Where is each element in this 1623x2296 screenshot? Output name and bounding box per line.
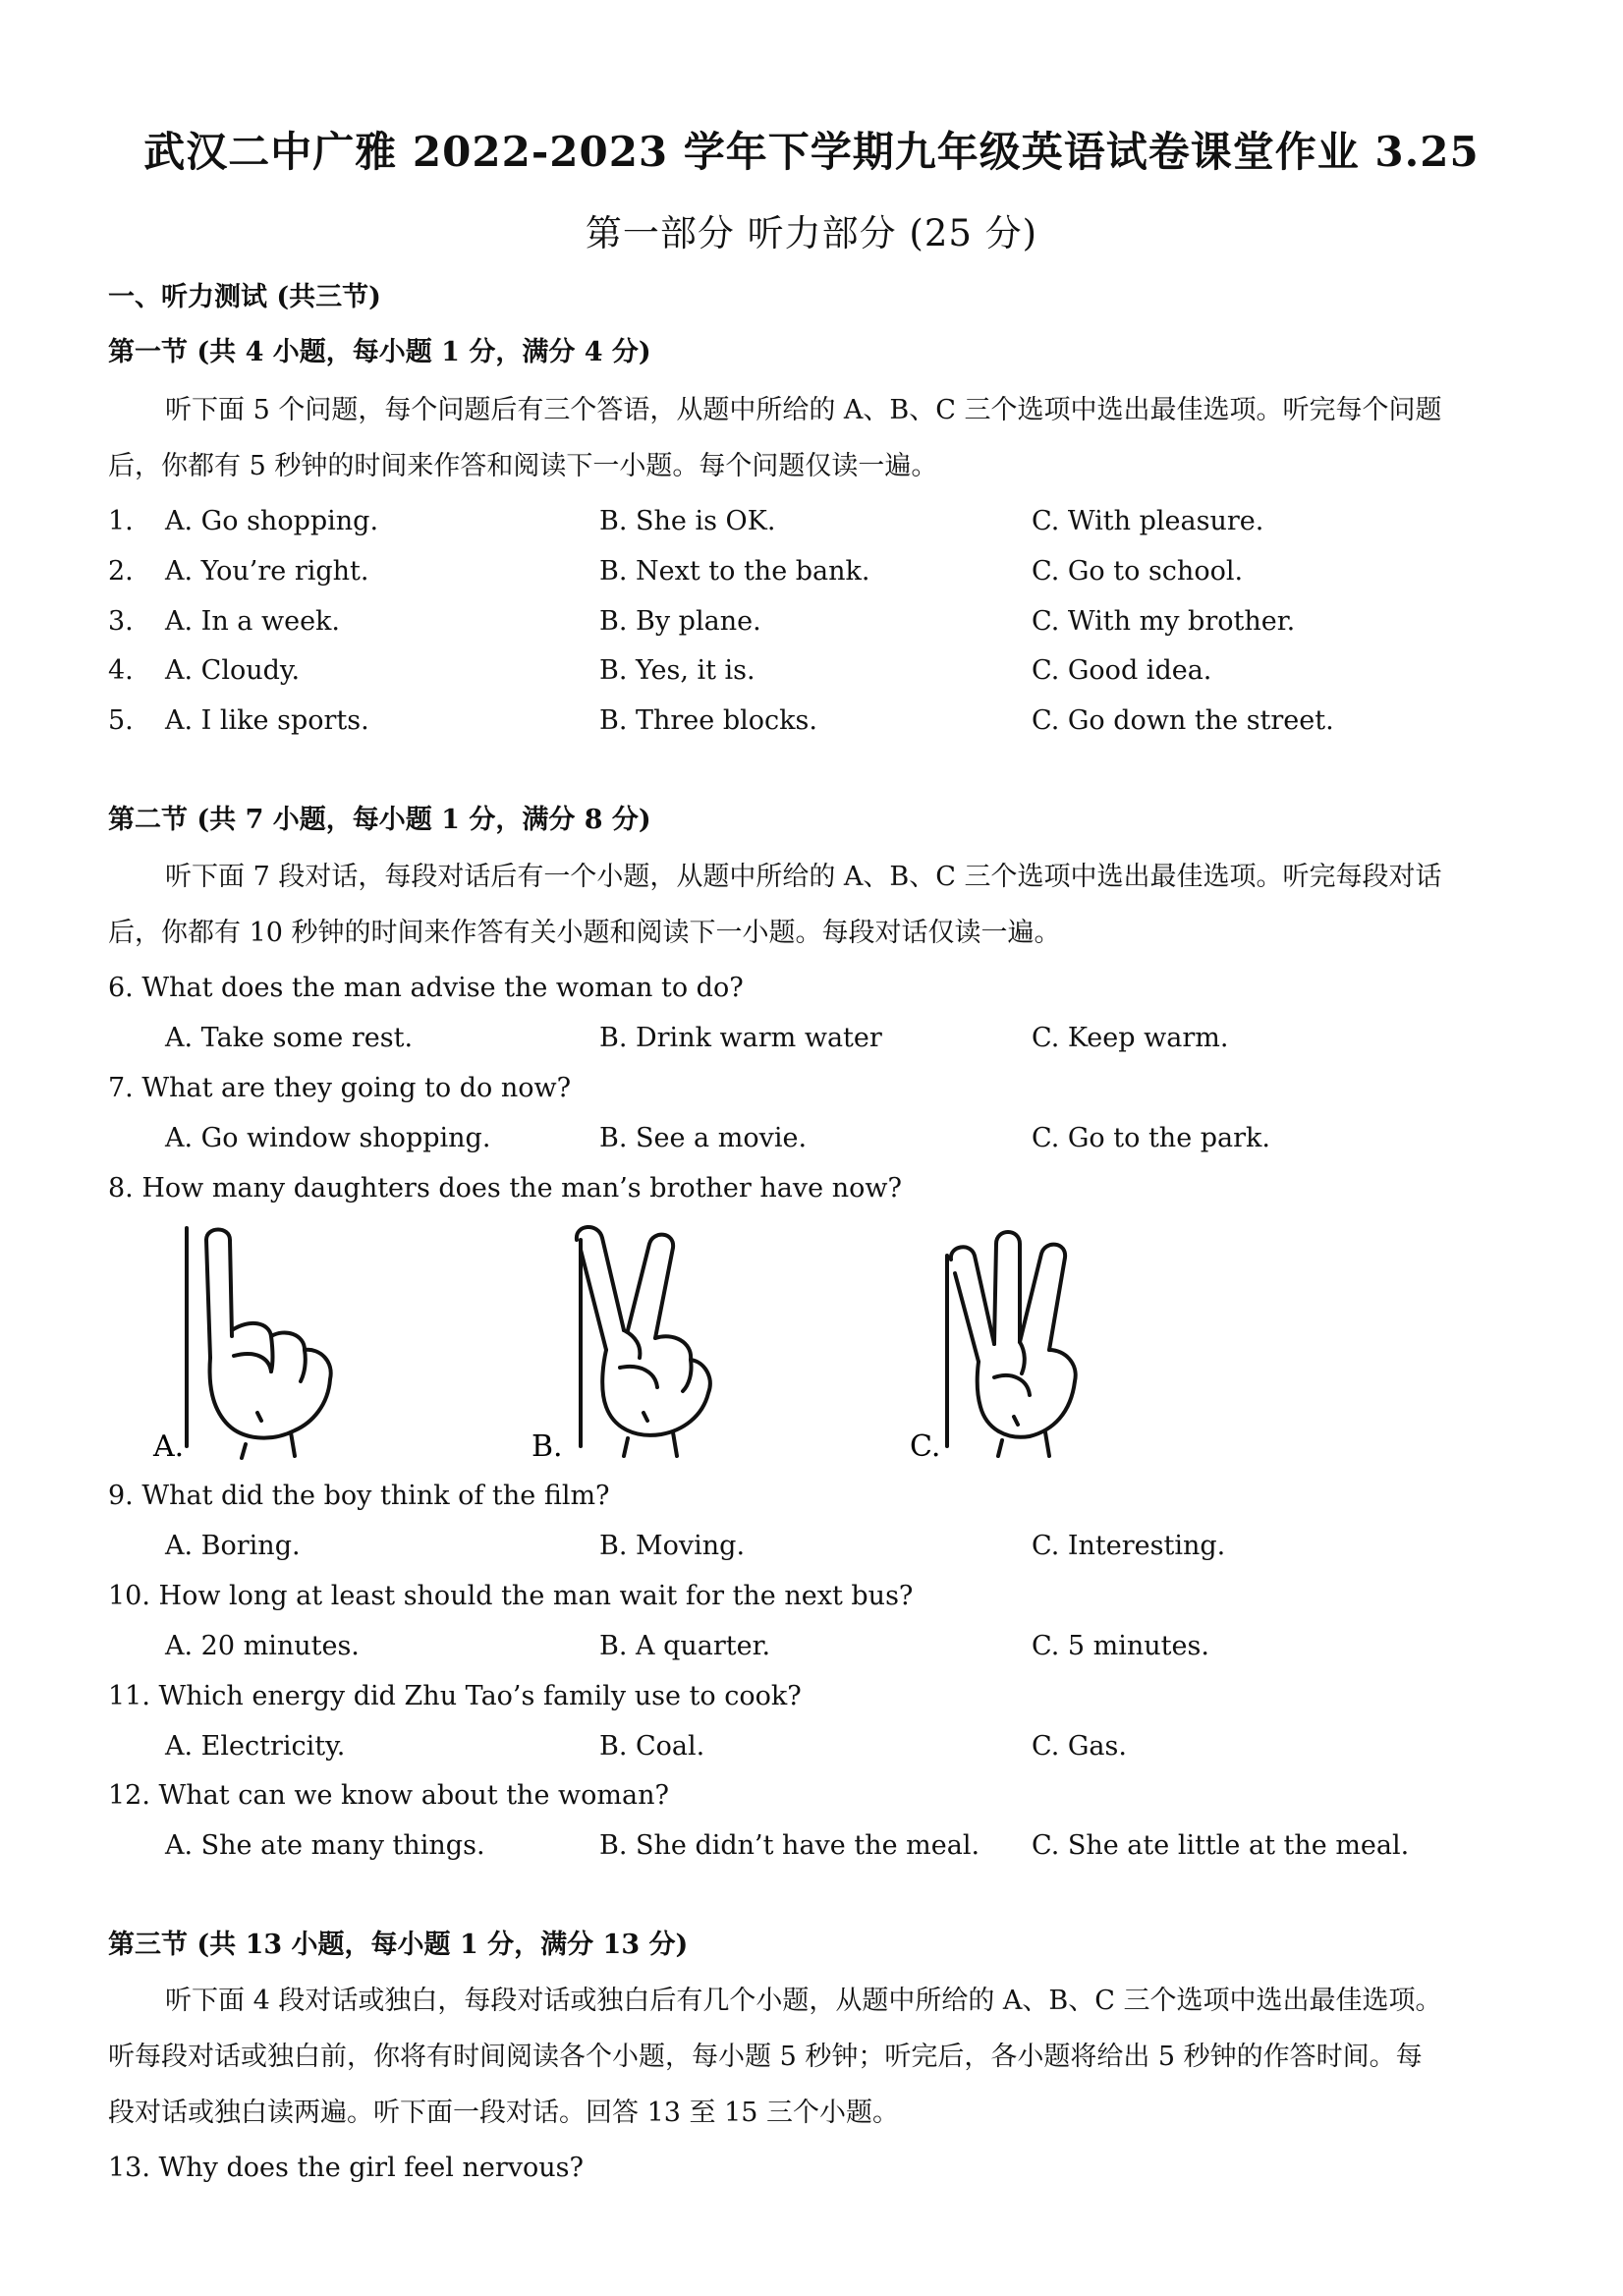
part3-instructions-line2: 听每段对话或独白前，你将有时间阅读各个小题，每小题 5 秒钟；听完后，各小题将给出 5 秒钟的作答时间。每 xyxy=(108,2042,1423,2072)
option-a: A. Electricity. xyxy=(165,1731,346,1762)
part2-heading: 第二节 (共 7 小题，每小题 1 分，满分 8 分) xyxy=(108,805,651,835)
option-c: C. Go down the street. xyxy=(1032,705,1334,736)
question-7: 7. What are they going to do now? xyxy=(108,1073,572,1103)
question-9: 9. What did the boy think of the film? xyxy=(108,1481,610,1511)
option-a: A. You’re right. xyxy=(165,556,369,587)
option-c: C. Interesting. xyxy=(1032,1531,1226,1561)
option-b: B. Moving. xyxy=(599,1531,746,1561)
part2-instructions-line1: 听下面 7 段对话，每段对话后有一个小题，从题中所给的 A、B、C 三个选项中选出最佳选项。听完每段对话 xyxy=(165,862,1442,892)
option-a: A. Go shopping. xyxy=(165,506,379,536)
question-12: 12. What can we know about the woman? xyxy=(108,1780,669,1811)
option-b: B. By plane. xyxy=(599,606,761,637)
part1-instructions-line2: 后，你都有 5 秒钟的时间来作答和阅读下一小题。每个问题仅读一遍。 xyxy=(108,451,938,481)
part3-instructions-line3: 段对话或独白读两遍。听下面一段对话。回答 13 至 15 三个小题。 xyxy=(108,2098,900,2128)
hand-label-b: B. xyxy=(532,1429,563,1461)
option-c: C. 5 minutes. xyxy=(1032,1631,1209,1661)
part1-heading: 第一节 (共 4 小题，每小题 1 分，满分 4 分) xyxy=(108,337,651,367)
option-b: B. See a movie. xyxy=(599,1123,808,1153)
page-subtitle: 第一部分 听力部分 (25 分) xyxy=(585,212,1038,254)
part3-instructions-line1: 听下面 4 段对话或独白，每段对话或独白后有几个小题，从题中所给的 A、B、C 三个选项中选出最佳选项。 xyxy=(165,1986,1442,2016)
option-b: B. A quarter. xyxy=(599,1631,771,1661)
option-b: B. She didn’t have the meal. xyxy=(599,1830,980,1861)
question-6: 6. What does the man advise the woman to do? xyxy=(108,973,744,1003)
option-b: B. Three blocks. xyxy=(599,705,817,736)
option-c: C. Go to school. xyxy=(1032,556,1244,587)
hand-three-fingers-image xyxy=(904,1220,1140,1461)
question-number: 4. xyxy=(108,655,134,686)
option-a: A. 20 minutes. xyxy=(165,1631,360,1661)
section-heading: 一、听力测试 (共三节) xyxy=(108,282,381,312)
question-8: 8. How many daughters does the man’s brother have now? xyxy=(108,1173,902,1204)
option-a: A. Go window shopping. xyxy=(165,1123,491,1153)
option-a: A. Boring. xyxy=(165,1531,301,1561)
part3-heading: 第三节 (共 13 小题，每小题 1 分，满分 13 分) xyxy=(108,1930,689,1960)
option-a: A. Take some rest. xyxy=(165,1023,414,1053)
option-c: C. She ate little at the meal. xyxy=(1032,1830,1410,1861)
hand-two-fingers-image xyxy=(526,1220,761,1461)
option-b: B. Drink warm water xyxy=(599,1023,882,1053)
question-number: 2. xyxy=(108,556,134,587)
option-a: A. In a week. xyxy=(165,606,340,637)
option-c: C. Go to the park. xyxy=(1032,1123,1270,1153)
part1-instructions-line1: 听下面 5 个问题，每个问题后有三个答语，从题中所给的 A、B、C 三个选项中选出最佳选项。听完每个问题 xyxy=(165,395,1442,425)
option-c: C. With pleasure. xyxy=(1032,506,1264,536)
option-c: C. Gas. xyxy=(1032,1731,1127,1762)
option-a: A. She ate many things. xyxy=(165,1830,485,1861)
option-a: A. I like sports. xyxy=(165,705,369,736)
option-b: B. Coal. xyxy=(599,1731,705,1762)
hand-label-c: C. xyxy=(910,1429,941,1461)
hand-label-a: A. xyxy=(153,1429,185,1461)
option-c: C. With my brother. xyxy=(1032,606,1296,637)
option-b: B. She is OK. xyxy=(599,506,776,536)
question-number: 1. xyxy=(108,506,134,536)
question-13: 13. Why does the girl feel nervous? xyxy=(108,2153,584,2183)
part2-instructions-line2: 后，你都有 10 秒钟的时间来作答有关小题和阅读下一小题。每段对话仅读一遍。 xyxy=(108,918,1061,948)
question-number: 5. xyxy=(108,705,134,736)
option-b: B. Yes, it is. xyxy=(599,655,756,686)
question-11: 11. Which energy did Zhu Tao’s family use to cook? xyxy=(108,1681,802,1711)
option-c: C. Good idea. xyxy=(1032,655,1212,686)
hand-one-finger-image xyxy=(147,1220,383,1461)
option-b: B. Next to the bank. xyxy=(599,556,870,587)
option-c: C. Keep warm. xyxy=(1032,1023,1229,1053)
question-number: 3. xyxy=(108,606,134,637)
page-title: 武汉二中广雅 2022-2023 学年下学期九年级英语试卷课堂作业 3.25 xyxy=(143,128,1480,176)
option-a: A. Cloudy. xyxy=(165,655,301,686)
question-10: 10. How long at least should the man wait for the next bus? xyxy=(108,1581,914,1611)
